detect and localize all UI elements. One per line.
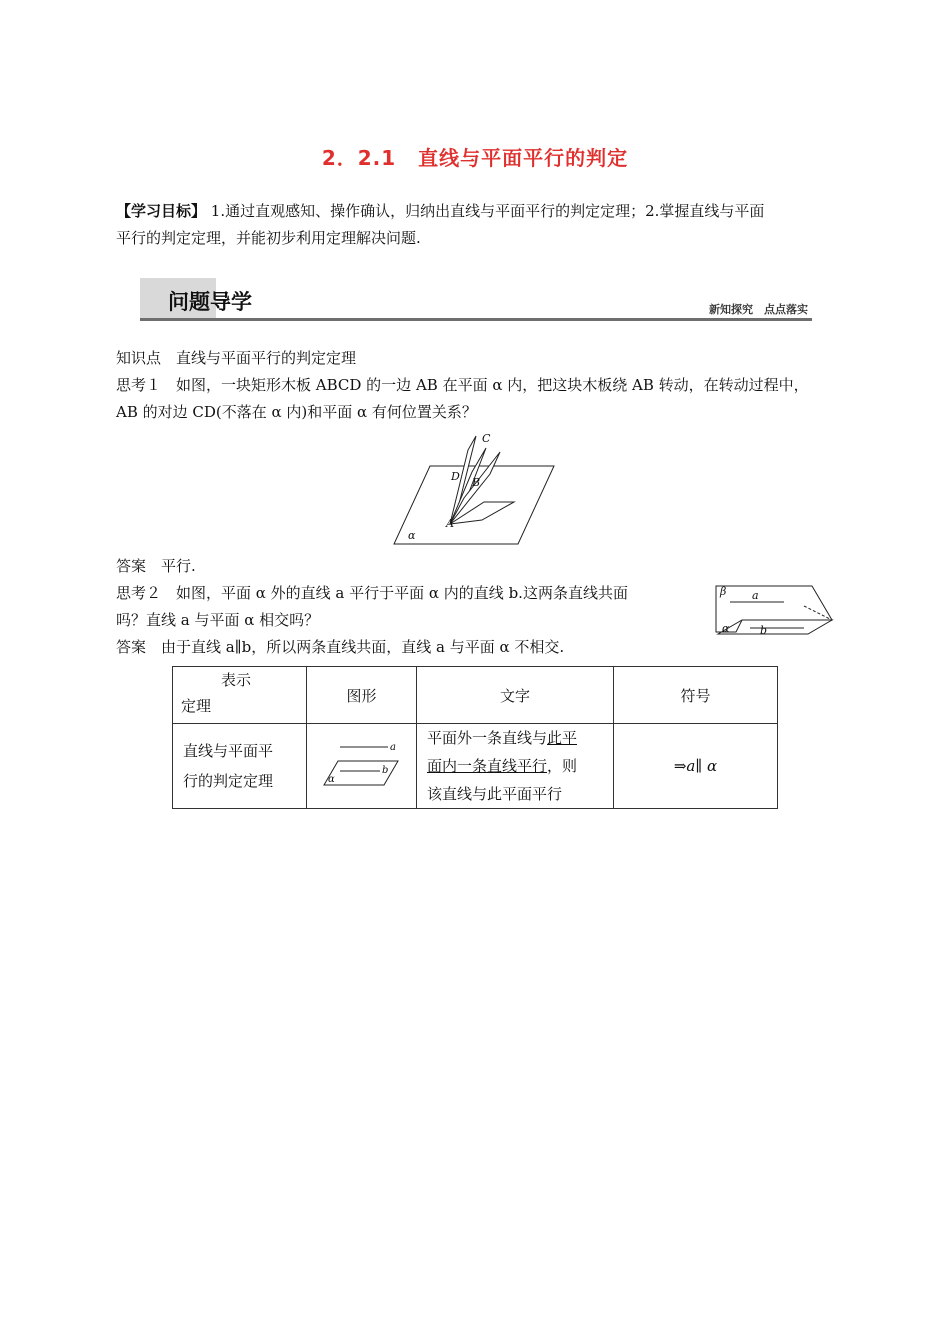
label-c: C xyxy=(482,432,491,445)
page-title xyxy=(0,142,950,171)
label-beta: β xyxy=(720,585,727,598)
header-figure: 图形 xyxy=(307,667,417,724)
table-row xyxy=(173,724,778,809)
theorem-figure xyxy=(322,739,402,789)
label-a: a xyxy=(752,589,759,602)
corner-top-label: 表示 xyxy=(221,671,252,689)
answer-1: 答案 平行. xyxy=(116,557,196,575)
table-header-row xyxy=(173,667,778,724)
theorem-table xyxy=(172,666,778,809)
row-name-cell xyxy=(173,724,307,809)
row-symbol-cell: ⇒a∥ α xyxy=(614,724,778,809)
banner-heading: 问题导学 xyxy=(168,290,252,314)
objectives-line-2: 平行的判定定理，并能初步利用定理解决问题. xyxy=(116,229,421,247)
corner-bottom-label: 定理 xyxy=(181,697,212,715)
answer-2: 答案 由于直线 a∥b，所以两条直线共面，直线 a 与平面 α 不相交. xyxy=(116,638,565,656)
label-d: D xyxy=(451,470,460,483)
think1-line-2: AB 的对边 CD(不落在 α 内)和平面 α 有何位置关系？ xyxy=(116,403,477,421)
label-b: b xyxy=(760,624,768,637)
figure-rotating-board xyxy=(390,428,560,548)
row-text-cell xyxy=(417,724,614,809)
think2-line-1: 思考２ 如图，平面 α 外的直线 a 平行于平面 α 内的直线 b.这两条直线共面 xyxy=(116,584,628,602)
section-banner xyxy=(140,278,812,324)
section-number: 2．2.1 xyxy=(321,146,397,170)
think2-line-2: 吗？直线 a 与平面 α 相交吗？ xyxy=(116,611,320,629)
objectives-label: 【学习目标】 xyxy=(116,202,207,220)
banner-subheading: 新知探究 点点落实 xyxy=(709,303,808,316)
row-name-line-1: 直线与平面平 xyxy=(183,742,274,760)
think1-line-1: 思考１ 如图，一块矩形木板 ABCD 的一边 AB 在平面 α 内，把这块木板绕 AB 转动，在转动过程中， xyxy=(116,376,809,394)
text-line-1-underlined: 此平 xyxy=(547,729,578,747)
text-line-1-plain: 平面外一条直线与 xyxy=(427,729,548,747)
label-b: b xyxy=(381,765,388,776)
label-a: A xyxy=(446,517,454,530)
text-line-2-underlined: 面内一条直线平行 xyxy=(427,757,548,775)
label-alpha: α xyxy=(722,622,730,635)
knowledge-point: 知识点 直线与平面平行的判定定理 xyxy=(116,349,357,367)
header-symbol: 符号 xyxy=(614,667,778,724)
section-title: 直线与平面平行的判定 xyxy=(418,146,629,170)
header-corner-cell xyxy=(173,667,307,724)
objectives-text-1: 1.通过直观感知、操作确认，归纳出直线与平面平行的判定定理；2.掌握直线与平面 xyxy=(210,202,765,220)
row-figure-cell xyxy=(307,724,417,809)
label-alpha: α xyxy=(327,774,335,785)
label-alpha: α xyxy=(408,529,416,542)
label-a: a xyxy=(389,742,396,753)
figure-two-planes xyxy=(700,582,840,642)
text-line-3: 该直线与此平面平行 xyxy=(427,785,563,803)
header-text: 文字 xyxy=(417,667,614,724)
row-name-line-2: 行的判定定理 xyxy=(183,772,274,790)
objectives-line-1 xyxy=(116,198,764,224)
label-b: B xyxy=(472,476,481,489)
text-line-2-plain: ，则 xyxy=(547,757,578,775)
banner-rule xyxy=(140,318,812,321)
